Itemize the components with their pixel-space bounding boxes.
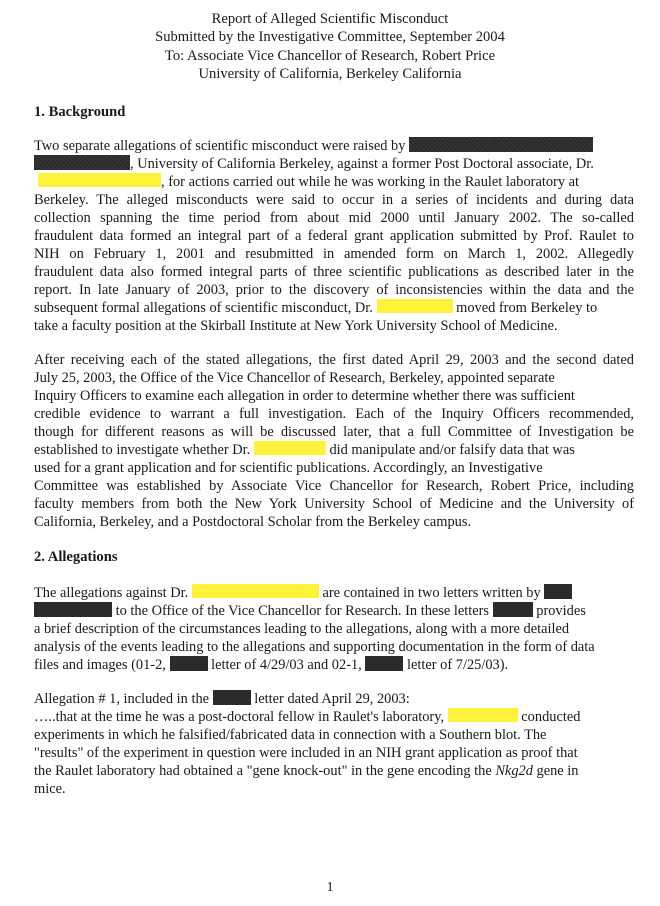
redaction-block [365,656,403,671]
redaction-block [213,690,251,705]
redaction-block [409,137,593,152]
allegations-paragraph-2: Allegation # 1, included in the letter dated April 29, 2003: …..that at the time he was a post-doctoral fellow in Raulet's laboratory, conducted experiments in which he falsified/fabricated data in connection with a Southern blot. The "results" of the experiment in question were included in an NIH grant application as proof that the Raulet laboratory had obtained a "gene knock-out" in the gene encoding the Nkg2d gene in mice. [34,691,581,797]
background-paragraph-1: Two separate allegations of scientific misconduct were raised by , University of California Berkeley, against a former Post Doctoral associate, Dr. , for actions carried out while he was working in the Raulet laboratory at Berkeley. The alleged misconducts were said to occur in a series of incidents and during data collection spanning the time period from about mid 2000 until January 2002. The so-called fraudulent data formed an integral part of a federal grant application submitted by Prof. Raulet to NIH on February 1, 2001 and resubmitted in amended form on March 1, 2002. Allegedly fraudulent data also formed integral parts of three scientific publications as described later in the report. In late January of 2003, prior to the discovery of inconsistencies within the data and the subsequent formal allegations of scientific misconduct, Dr. moved from Berkeley to take a faculty position at the Skirball Institute at New York University School of Medicine. [34,138,634,334]
report-header [0,10,660,84]
redaction-block [493,602,533,617]
highlight-redaction [192,584,319,598]
report-institution: University of California, Berkeley California [198,66,462,83]
allegations-paragraph-1: The allegations against Dr. are contained in two letters written by to the Office of the Vice Chancellor for Research. In these letters provides a brief description of the circumstances leading to the allegations, along with a more detailed analysis of the events leading to the allegations and supporting documentation in the form of data files and images (01-2, letter of 4/29/03 and 02-1, letter of 7/25/03). [34,585,595,673]
section-heading-allegations: 2. Allegations [34,549,118,565]
highlight-redaction [377,299,453,313]
highlight-redaction [448,708,518,722]
report-title: Report of Alleged Scientific Misconduct [211,11,449,27]
report-recipient: To: Associate Vice Chancellor of Research, Robert Price [164,47,496,64]
background-paragraph-2: After receiving each of the stated allegations, the first dated April 29, 2003 and the second dated July 25, 2003, the Office of the Vice Chancellor of Research, Berkeley, appointed separate Inquiry Officers to examine each allegation in order to determine whether there was sufficient credible evidence to warrant a full investigation. Each of the Inquiry Officers recommended, though for different reasons as will be discussed later, that a full Committee of Investigation be established to investigate whether Dr. did manipulate and/or falsify data that was used for a grant application and for scientific publications. Accordingly, an Investigative Committee was established by Associate Vice Chancellor for Research, Robert Price, including faculty members from both the New York University School of Medicine and the University of California, Berkeley, and a Postdoctoral Scholar from the Berkeley campus. [34,352,634,530]
section-heading-background: 1. Background [34,104,126,120]
page-number: 1 [326,880,334,895]
redaction-block [34,155,130,170]
highlight-redaction [254,441,326,455]
highlight-redaction [38,173,161,187]
report-submitted-by: Submitted by the Investigative Committee, September 2004 [155,29,505,46]
redaction-block [34,602,112,617]
redaction-block [544,584,572,599]
redaction-block [170,656,208,671]
